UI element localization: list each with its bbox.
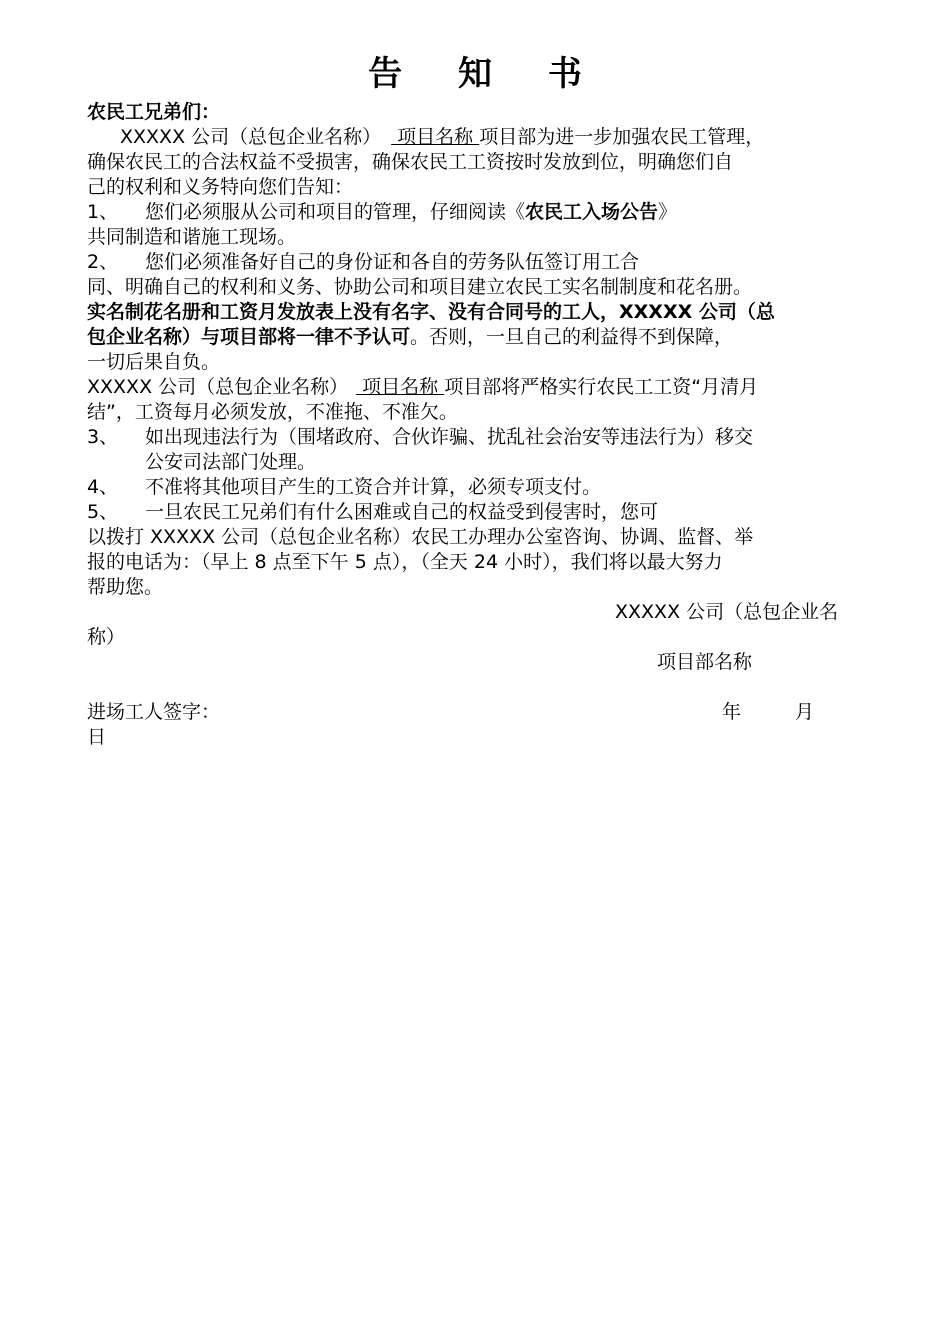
item-2-line-4 [87,325,733,350]
wage-company: XXXXX 公司（总包企业名称） [87,376,349,398]
intro-line-1 [120,125,764,150]
signature-day: 日 [87,726,107,748]
item-3-line-2: 公安司法部门处理。 [145,451,317,473]
item-1-text-b: 》 [658,201,678,223]
item-5-text: 一旦农民工兄弟们有什么困难或自己的权益受到侵害时，您可 [145,501,659,523]
item-3-text: 如出现违法行为（围堵政府、合伙诈骗、扰乱社会治安等违法行为）移交 [145,426,754,448]
item-4-line-1 [87,475,601,500]
item-2-bold-line-1: 实名制花名册和工资月发放表上没有名字、没有合同号的工人，XXXXX 公司（总 [87,301,775,323]
item-4-number: 4、 [87,476,119,498]
item-2-line-1 [87,250,639,275]
item-1-line-2: 共同制造和谐施工现场。 [87,226,297,248]
document-title: 告 知 书 [368,54,604,94]
item-3-number: 3、 [87,426,119,448]
signature-project-dept: 项目部名称 [657,651,753,673]
item-5-number: 5、 [87,501,119,523]
intro-line-2: 确保农民工的合法权益不受损害，确保农民工工资按时发放到位，明确您们自 [87,151,734,173]
item-1-text-a: 您们必须服从公司和项目的管理，仔细阅读《 [145,201,526,223]
wage-line-1-rest: 项目部将严格实行农民工工资“月清月 [444,376,759,398]
worker-signature-label: 进场工人签字： [87,701,221,723]
wage-line-1 [87,375,758,400]
intro-line-3: 己的权利和义务特向您们告知： [87,176,354,198]
intro-line-1-rest: 项目部为进一步加强农民工管理， [479,126,765,148]
signature-month: 月 [795,701,815,723]
item-5-line-2: 以拨打 XXXXX 公司（总包企业名称）农民工办理办公室咨询、协调、监督、举 [87,526,754,548]
wage-project-name: 项目名称 [356,376,445,398]
item-5-line-3: 报的电话为：（早上 8 点至下午 5 点），（全天 24 小时），我们将以最大努力 [87,551,723,573]
signature-company-line-2: 称） [87,626,126,648]
item-2-line-4-rest: 。否则，一旦自己的利益得不到保障， [410,326,734,348]
item-4-text: 不准将其他项目产生的工资合并计算，必须专项支付。 [145,476,602,498]
signature-company-line-1: XXXXX 公司（总包企业名 [615,601,839,623]
item-2-text: 您们必须准备好自己的身份证和各自的劳务队伍签订用工合 [145,251,640,273]
item-5-line-4: 帮助您。 [87,576,164,598]
item-2-number: 2、 [87,251,119,273]
item-1-number: 1、 [87,201,119,223]
salutation: 农民工兄弟们： [87,101,221,123]
item-2-line-5: 一切后果自负。 [87,351,221,373]
item-3-line-1 [87,425,753,450]
intro-company: XXXXX 公司（总包企业名称） [120,126,382,148]
signature-year: 年 [722,701,742,723]
intro-project-name: 项目名称 [391,126,480,148]
item-1-bold: 农民工入场公告 [525,201,659,223]
item-2-line-2: 同、明确自己的权利和义务、协助公司和项目建立农民工实名制制度和花名册。 [87,276,753,298]
item-1-line-1 [87,200,677,225]
wage-line-2: 结”，工资每月必须发放，不准拖、不准欠。 [87,401,458,423]
item-5-line-1 [87,500,658,525]
item-2-bold-line-2: 包企业名称）与项目部将一律不予认可 [87,326,411,348]
